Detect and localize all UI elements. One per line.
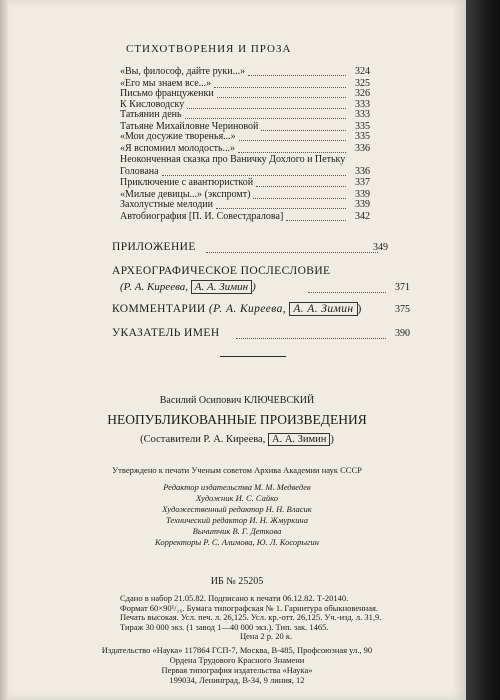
toc-item-page: 336 xyxy=(355,166,370,177)
divider-rule xyxy=(220,356,286,357)
close-paren: ) xyxy=(357,303,362,315)
book-page xyxy=(8,0,466,700)
credit-line: Корректоры Р. С. Алимова, Ю. Л. Косорыгин xyxy=(155,537,319,547)
imprint-line: Формат 60×90¹/₁₆. Бумага типографская № 1. Гарнитура обыкновенная. xyxy=(120,602,379,613)
toc-item-title: Приключение с авантюристкой xyxy=(120,177,254,188)
section-arkheo: АРХЕОГРАФИЧЕСКОЕ ПОСЛЕСЛОВИЕ xyxy=(112,265,331,277)
section-komment xyxy=(112,304,362,315)
toc-item-page: 333 xyxy=(355,99,370,110)
toc-item-page: 339 xyxy=(355,199,370,210)
toc-item-page: 335 xyxy=(355,121,370,132)
dot-leader xyxy=(236,338,386,339)
dot-leader xyxy=(217,97,346,98)
page-number: 375 xyxy=(395,304,410,315)
author-name: Василий Осипович КЛЮЧЕВСКИЙ xyxy=(159,395,315,406)
imprint-line: Сдано в набор 21.05.82. Подписано к печати 06.12.82. Т-20140. xyxy=(120,593,349,603)
toc-item-title: «Вы, философ, дайте руки...» xyxy=(120,66,246,77)
toc-item-title: Неоконченная сказка про Ваничку Дохлого и Петьку xyxy=(120,154,346,165)
toc-item-page: 337 xyxy=(355,177,370,188)
toc-item-page: 339 xyxy=(355,189,370,200)
section-title: КОММЕНТАРИИ xyxy=(112,303,206,315)
toc-item-page: 342 xyxy=(355,211,370,222)
ib-number: ИБ № 25205 xyxy=(210,576,264,587)
compilers-text: (Составители Р. А. Киреева, xyxy=(140,434,266,445)
toc-item-title: Письмо француженки xyxy=(120,88,214,99)
dot-leader xyxy=(216,208,346,209)
imprint-line: Тираж 30 000 экз. (1 завод 1—40 000 экз.). Тип. зак. 1465. xyxy=(120,621,329,632)
running-header: СТИХОТВОРЕНИЯ И ПРОЗА xyxy=(126,43,292,55)
toc-item-page: 336 xyxy=(355,143,370,154)
close-paren: ) xyxy=(330,434,334,445)
dot-leader xyxy=(185,118,346,119)
close-paren: ) xyxy=(252,281,256,293)
toc-item-title: К Кисловодску xyxy=(120,99,185,110)
toc-item-page: 326 xyxy=(355,88,370,99)
credit-line: Художник И. С. Сайко xyxy=(195,493,279,503)
page-number: 390 xyxy=(395,328,410,339)
book-title: НЕОПУБЛИКОВАННЫЕ ПРОИЗВЕДЕНИЯ xyxy=(107,412,367,427)
toc-item-title: «Мои досужие творенья...» xyxy=(120,131,236,142)
toc-item-title: «Его мы знаем все...» xyxy=(120,78,212,89)
toc-item-title: Автобиография [П. И. Совестдралова] xyxy=(120,211,284,222)
credit-line: Редактор издательства М. М. Медведев xyxy=(163,482,311,492)
toc-item-title: Татьянин день xyxy=(120,109,182,120)
boxed-name: А. А. Зимин xyxy=(191,280,252,294)
toc-item-page: 325 xyxy=(355,78,370,89)
toc-item-title: Захолустные мелодии xyxy=(120,199,214,210)
credit-line: Вычитчик В. Г. Деткова xyxy=(192,526,282,536)
section-prilozhenie: ПРИЛОЖЕНИЕ xyxy=(112,241,196,253)
approval-line: Утверждено к печати Ученым советом Архива Академии наук СССР xyxy=(112,465,362,475)
toc-item-title: «Милые девицы...» (экспромт) xyxy=(120,189,251,200)
section-ukazatel: УКАЗАТЕЛЬ ИМЕН xyxy=(112,327,220,339)
imprint-line: Цена 2 р. 20 к. xyxy=(240,631,293,642)
credit-line: Художественный редактор Н. Н. Власик xyxy=(162,504,312,514)
book-binding xyxy=(466,0,500,700)
page-number: 371 xyxy=(395,282,410,293)
credit-line: Технический редактор И. Н. Жмуркина xyxy=(166,515,308,525)
toc-item-page: 324 xyxy=(355,66,370,77)
compilers xyxy=(8,434,466,445)
toc-item-title: «Я вспомнил молодость...» xyxy=(120,143,236,154)
toc-item-title: Татьяне Михайловне Чериновой xyxy=(120,121,259,132)
publisher-line: Ордена Трудового Красного Знамени xyxy=(169,655,305,665)
author-name: (Р. А. Киреева, xyxy=(208,303,287,315)
boxed-name: А. А. Зимин xyxy=(289,302,357,316)
publisher-line: Первая типография издательства «Наука» xyxy=(161,665,313,675)
section-arkheo-authors xyxy=(120,282,256,293)
dot-leader xyxy=(214,87,346,88)
boxed-name: А. А. Зимин xyxy=(268,433,330,446)
publisher-line: 199034, Ленинград, В-34, 9 линия, 12 xyxy=(169,675,305,685)
dot-leader xyxy=(162,175,346,176)
page-edge xyxy=(0,0,8,700)
imprint-line: Печать высокая. Усл. печ. л. 26,125. Усл. кр.-отт. 26,125. Уч.-изд. л. 31,9. xyxy=(120,612,382,623)
author-name: (Р. А. Киреева, xyxy=(120,281,189,293)
toc-item-page: 333 xyxy=(355,109,370,120)
toc-item-title: Голована xyxy=(120,166,159,177)
page-number: 349 xyxy=(373,242,388,253)
dot-leader xyxy=(187,108,346,109)
toc-item-page: 335 xyxy=(355,131,370,142)
publisher-line: Издательство «Наука» 117864 ГСП-7, Москва, В-485, Профсоюзная ул., 90 xyxy=(101,645,373,655)
